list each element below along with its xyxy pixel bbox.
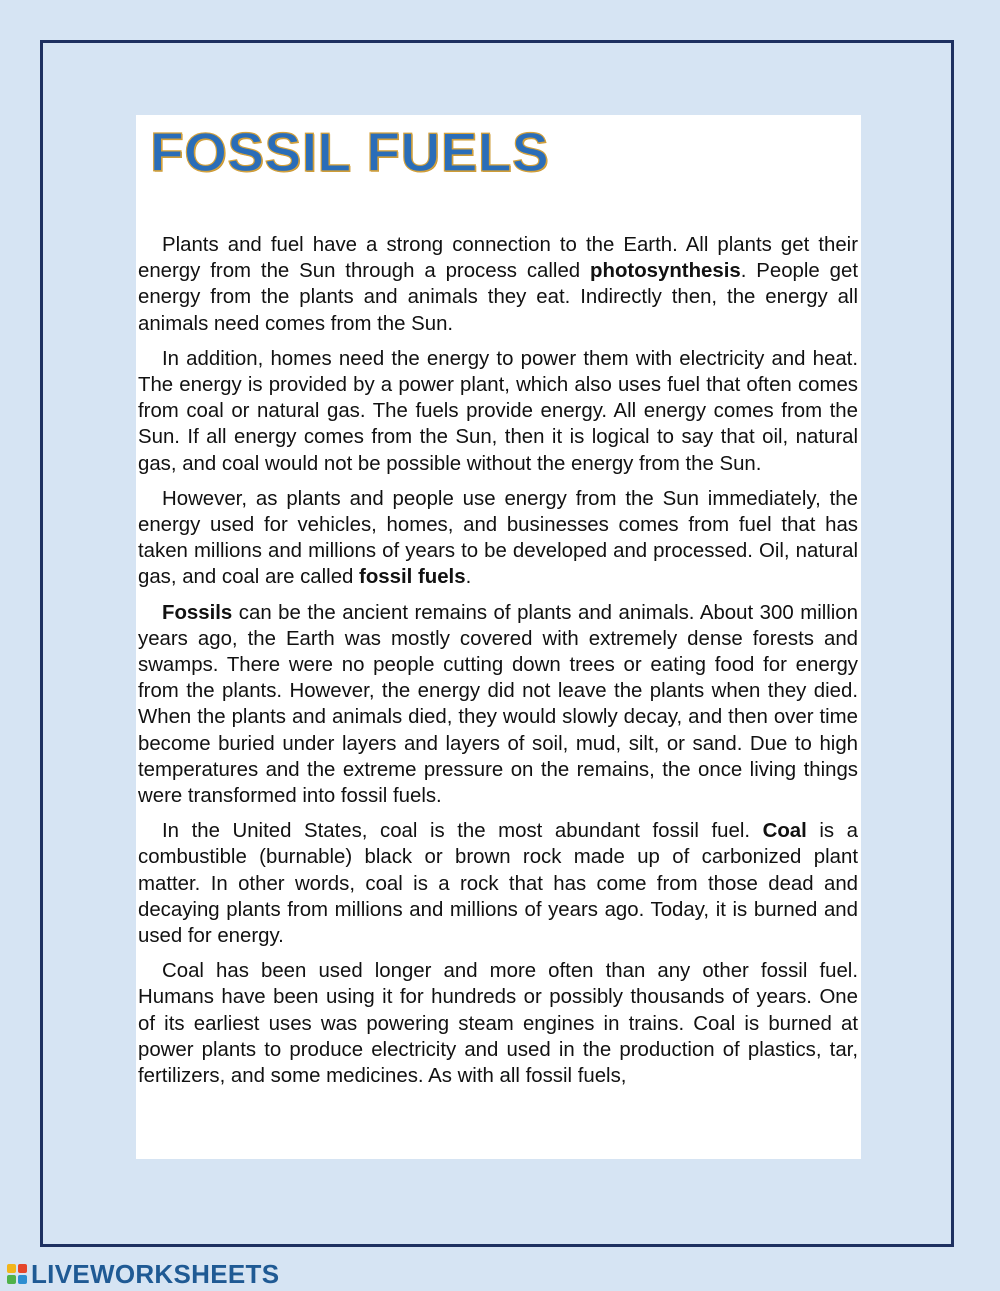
paragraph-text: Coal has been used longer and more often than any other fossil fuel. Humans have been using it for hundreds or possibly thousands of years. One of its earliest uses was powering steam engines in trains. Coal is burned at power plants to produce electricity and used in the production of plastics, tar, fertilizers, and some medicines. As with all fossil fuels, [138, 960, 858, 1088]
bold-term: fossil fuels [359, 566, 466, 589]
logo-text: LIVEWORKSHEETS [31, 1258, 280, 1289]
paragraph-text: However, as plants and people use energy from the Sun immediately, the energy used for vehicles, homes, and businesses comes from fuel that has taken millions and millions of years to be developed and processed. Oil, natural gas, and coal are called [138, 487, 858, 589]
paragraph-5 [138, 818, 858, 949]
paragraph-1 [138, 232, 858, 337]
paragraph-text: Plants and fuel have a strong connection to the Earth. All plants get their energy from the Sun through a process called [138, 234, 858, 283]
bold-term: Coal [762, 820, 807, 843]
logo-blocks-icon [7, 1264, 27, 1284]
paragraph-4 [138, 600, 858, 810]
bold-term: photosynthesis [590, 260, 741, 283]
paragraph-text: . People get energy from the plants and animals they eat. Indirectly then, the energy all animals need comes from the Sun. [138, 260, 858, 335]
paragraph-6 [138, 958, 858, 1089]
paragraph-3 [138, 486, 858, 591]
paragraph-text: In the United States, coal is the most abundant fossil fuel. [162, 820, 763, 843]
paragraph-text: is a combustible (burnable) black or brown rock made up of carbonized plant matter. In other words, coal is a rock that has come from those dead and decaying plants from millions and millions of years ago. Today, it is burned and used for energy. [138, 820, 858, 948]
paragraph-text: In addition, homes need the energy to power them with electricity and heat. The energy is provided by a power plant, which also uses fuel that often comes from coal or natural gas. The fuels provide energy. All energy comes from the Sun. If all energy comes from the Sun, then it is logical to say that oil, natural gas, and coal would not be possible without the energy from the Sun. [138, 347, 858, 475]
document-body [138, 232, 858, 1098]
document-page [136, 115, 861, 1159]
liveworksheets-logo[interactable] [7, 1259, 279, 1289]
document-title: FOSSIL FUELS [150, 121, 550, 183]
paragraph-text: can be the ancient remains of plants and animals. About 300 million years ago, the Earth was mostly covered with extremely dense forests and swamps. There were no people cutting down trees or eating food for energy from the plants. However, the energy did not leave the plants when they died. When the plants and animals died, they would slowly decay, and then over time become buried under layers and layers of soil, mud, silt, or sand. Due to high temperatures and the extreme pressure on the remains, the once living things were transformed into fossil fuels. [138, 601, 858, 808]
bold-term: Fossils [162, 601, 233, 624]
paragraph-2 [138, 346, 858, 477]
paragraph-text: . [465, 566, 472, 589]
